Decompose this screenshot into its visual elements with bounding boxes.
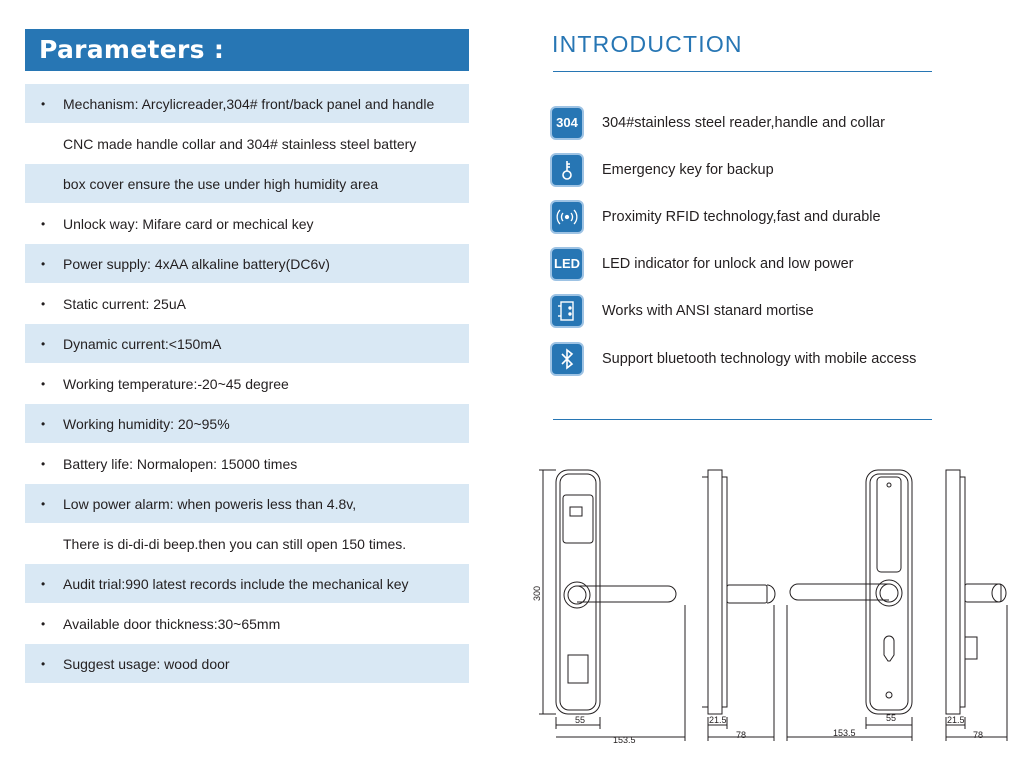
bullet-point: • bbox=[41, 337, 46, 351]
bullet-point: • bbox=[41, 457, 46, 471]
parameter-text: Static current: 25uA bbox=[63, 296, 186, 312]
back-side-thickness-dimension-label: 21.5 bbox=[947, 715, 965, 725]
feature-label: LED indicator for unlock and low power bbox=[602, 256, 854, 272]
bullet-point: • bbox=[41, 297, 46, 311]
feature-item bbox=[550, 342, 1020, 376]
parameter-text: Low power alarm: when poweris less than 4.8v, bbox=[63, 496, 357, 512]
bullet-point: • bbox=[41, 497, 46, 511]
parameter-row bbox=[25, 364, 469, 404]
height-dimension-label: 300 bbox=[532, 585, 542, 601]
lock-dimension-drawings bbox=[525, 455, 1025, 755]
parameter-text: Unlock way: Mifare card or mechical key bbox=[63, 216, 314, 232]
feature-item bbox=[550, 153, 1020, 187]
feature-item bbox=[550, 200, 1020, 234]
introduction-title: INTRODUCTION bbox=[552, 31, 743, 57]
steel-304-icon: 304 bbox=[550, 106, 584, 140]
bullet-point: • bbox=[41, 657, 46, 671]
parameters-title: Parameters : bbox=[25, 29, 469, 71]
feature-label: Proximity RFID technology,fast and durable bbox=[602, 209, 881, 225]
back-view-drawing bbox=[787, 470, 912, 741]
parameters-list bbox=[25, 84, 469, 684]
parameter-row bbox=[25, 444, 469, 484]
feature-item bbox=[550, 106, 1020, 140]
front-width-dimension-label: 55 bbox=[575, 715, 586, 725]
parameter-text: CNC made handle collar and 304# stainless steel battery bbox=[63, 136, 417, 152]
side-depth-dimension-label: 78 bbox=[736, 730, 747, 740]
parameter-text: Mechanism: Arcylicreader,304# front/back panel and handle bbox=[63, 96, 435, 112]
parameter-row bbox=[25, 204, 469, 244]
feature-item bbox=[550, 294, 1020, 328]
feature-label: 304#stainless steel reader,handle and collar bbox=[602, 115, 885, 131]
feature-label: Support bluetooth technology with mobile access bbox=[602, 351, 917, 367]
parameter-row bbox=[25, 564, 469, 604]
feature-label: Emergency key for backup bbox=[602, 162, 774, 178]
side-view-drawing bbox=[702, 470, 775, 741]
parameter-row bbox=[25, 404, 469, 444]
back-side-depth-dimension-label: 78 bbox=[973, 730, 984, 740]
feature-item bbox=[550, 247, 1020, 281]
parameter-text: Suggest usage: wood door bbox=[63, 656, 230, 672]
parameter-row bbox=[25, 644, 469, 684]
intro-bottom-divider bbox=[553, 419, 932, 420]
front-length-dimension-label: 153.5 bbox=[613, 735, 636, 745]
parameter-text: Working temperature:-20~45 degree bbox=[63, 376, 289, 392]
parameter-row bbox=[25, 84, 469, 124]
parameter-row bbox=[25, 324, 469, 364]
feature-label: Works with ANSI stanard mortise bbox=[602, 303, 814, 319]
parameter-text: There is di-di-di beep.then you can still open 150 times. bbox=[63, 536, 407, 552]
intro-top-divider bbox=[553, 71, 932, 72]
bluetooth-icon bbox=[550, 342, 584, 376]
bullet-point: • bbox=[41, 97, 46, 111]
rfid-icon bbox=[550, 200, 584, 234]
bullet-point: • bbox=[41, 577, 46, 591]
parameter-text: Working humidity: 20~95% bbox=[63, 416, 230, 432]
parameter-row bbox=[25, 284, 469, 324]
parameter-text: box cover ensure the use under high humidity area bbox=[63, 176, 379, 192]
bullet-point: • bbox=[41, 417, 46, 431]
parameter-text: Battery life: Normalopen: 15000 times bbox=[63, 456, 298, 472]
key-icon bbox=[550, 153, 584, 187]
parameter-text: Available door thickness:30~65mm bbox=[63, 616, 281, 632]
back-side-view-drawing bbox=[946, 470, 1007, 741]
front-view-drawing bbox=[539, 470, 685, 741]
side-thickness-dimension-label: 21.5 bbox=[709, 715, 727, 725]
parameter-row bbox=[25, 124, 469, 164]
back-width-dimension-label: 55 bbox=[886, 713, 897, 723]
parameter-row bbox=[25, 164, 469, 204]
bullet-point: • bbox=[41, 377, 46, 391]
bullet-point: • bbox=[41, 217, 46, 231]
parameter-text: Dynamic current:<150mA bbox=[63, 336, 222, 352]
bullet-point: • bbox=[41, 257, 46, 271]
bullet-point: • bbox=[41, 617, 46, 631]
parameter-row bbox=[25, 244, 469, 284]
parameter-row bbox=[25, 604, 469, 644]
back-length-dimension-label: 153.5 bbox=[833, 728, 856, 738]
parameter-row bbox=[25, 524, 469, 564]
parameter-row bbox=[25, 484, 469, 524]
mortise-icon bbox=[550, 294, 584, 328]
led-icon: LED bbox=[550, 247, 584, 281]
parameter-text: Audit trial:990 latest records include the mechanical key bbox=[63, 576, 409, 592]
parameter-text: Power supply: 4xAA alkaline battery(DC6v) bbox=[63, 256, 330, 272]
